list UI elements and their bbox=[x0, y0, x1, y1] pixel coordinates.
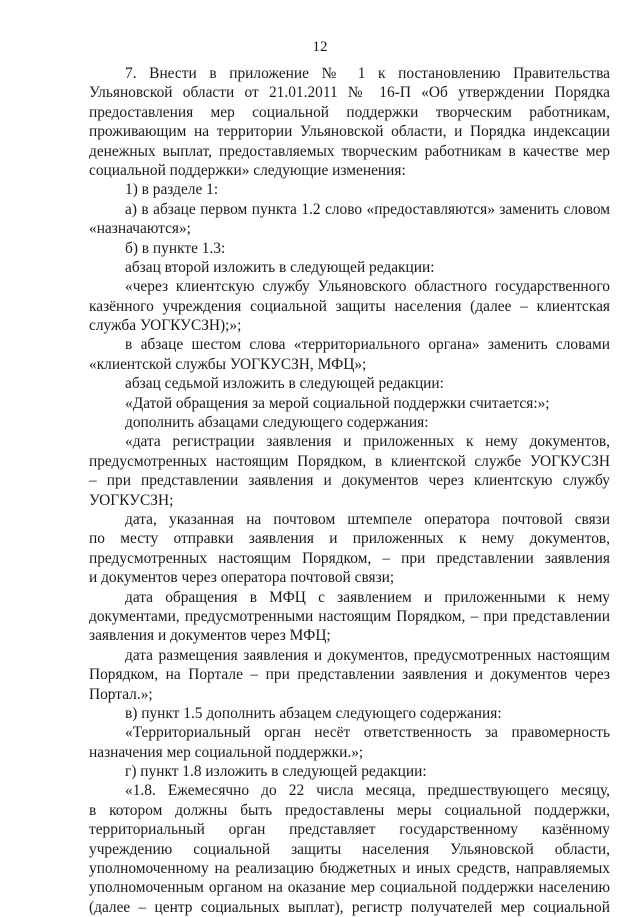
text-line: Портал.»; bbox=[89, 685, 153, 703]
text-line: Ульяновской области от 21.01.2011 № 16-П «Об утверждении Порядка bbox=[89, 84, 610, 102]
text-line: дата обращения в МФЦ с заявлением и приложенными к нему bbox=[125, 588, 610, 606]
text-line: Порядком, на Портале – при представлении заявления и документов через bbox=[89, 666, 610, 684]
text-line: предоставления мер социальной поддержки творческим работникам, bbox=[89, 103, 610, 121]
text-line: «1.8. Ежемесячно до 22 числа месяца, предшествующего месяцу, bbox=[125, 782, 610, 800]
text-line: казённого учреждения социальной защиты населения (далее – клиентская bbox=[89, 297, 610, 315]
text-line: «дата регистрации заявления и приложенных к нему документов, bbox=[125, 433, 610, 451]
text-line: назначения мер социальной поддержки.»; bbox=[89, 743, 364, 761]
text-line: (далее – центр социальных выплат), регистр получателей мер социальной bbox=[89, 898, 610, 916]
text-line: учреждению социальной защиты населения Ульяновской области, bbox=[89, 840, 610, 858]
text-line: абзац второй изложить в следующей редакции: bbox=[125, 258, 435, 276]
text-line: а) в абзаце первом пункта 1.2 слово «предоставляются» заменить словом bbox=[125, 200, 610, 218]
text-line: предусмотренных настоящим Порядком, в клиентской службе УОГКУСЗН bbox=[89, 452, 610, 470]
text-line: «Датой обращения за мерой социальной поддержки считается:»; bbox=[125, 394, 550, 412]
text-line: в абзаце шестом слова «территориального органа» заменить словами bbox=[125, 336, 610, 354]
text-line: дата, указанная на почтовом штемпеле оператора почтовой связи bbox=[125, 510, 610, 528]
text-line: в) пункт 1.5 дополнить абзацем следующего содержания: bbox=[125, 704, 502, 722]
text-line: «клиентской службы УОГКУСЗН, МФЦ»; bbox=[89, 355, 367, 373]
text-line: УОГКУСЗН; bbox=[89, 491, 174, 509]
text-line: «через клиентскую службу Ульяновского областного государственного bbox=[125, 278, 610, 296]
text-line: денежных выплат, предоставляемых творческим работникам в качестве мер bbox=[89, 142, 610, 160]
text-line: уполномоченному на реализацию бюджетных и иных средств, направляемых bbox=[89, 860, 610, 878]
text-line: «назначаются»; bbox=[89, 220, 191, 238]
text-line: служба УОГКУСЗН);»; bbox=[89, 317, 242, 335]
text-line: предусмотренных настоящим Порядком, – при представлении заявления bbox=[89, 549, 610, 567]
text-line: 1) в разделе 1: bbox=[125, 181, 219, 199]
text-line: проживающим на территории Ульяновской области, и Порядка индексации bbox=[89, 123, 610, 141]
text-line: уполномоченным органом на оказание мер социальной поддержки населению bbox=[89, 879, 610, 897]
text-line: б) в пункте 1.3: bbox=[125, 239, 226, 257]
text-line: 7. Внести в приложение № 1 к постановлению Правительства bbox=[125, 65, 610, 82]
document-body bbox=[89, 64, 610, 917]
text-line: документами, предусмотренными настоящим Порядком, – при представлении bbox=[89, 607, 610, 625]
text-line: заявления и документов через МФЦ; bbox=[89, 627, 331, 645]
text-line: территориальный орган представляет государственному казённому bbox=[89, 821, 610, 839]
text-line: «Территориальный орган несёт ответственность за правомерность bbox=[125, 724, 610, 742]
text-line: в котором должны быть предоставлены меры социальной поддержки, bbox=[89, 801, 610, 819]
text-line: дата размещения заявления и документов, предусмотренных настоящим bbox=[125, 646, 610, 664]
text-line: – при представлении заявления и документов через клиентскую службу bbox=[89, 472, 610, 490]
text-line: абзац седьмой изложить в следующей редакции: bbox=[125, 375, 444, 393]
text-line: г) пункт 1.8 изложить в следующей редакции: bbox=[125, 763, 427, 781]
page-number: 12 bbox=[312, 39, 328, 55]
text-line: и документов через оператора почтовой связи; bbox=[89, 569, 395, 587]
text-line: дополнить абзацами следующего содержания: bbox=[125, 414, 429, 432]
text-line: по месту отправки заявления и приложенных к нему документов, bbox=[89, 530, 610, 548]
text-line: социальной поддержки» следующие изменения: bbox=[89, 161, 406, 179]
